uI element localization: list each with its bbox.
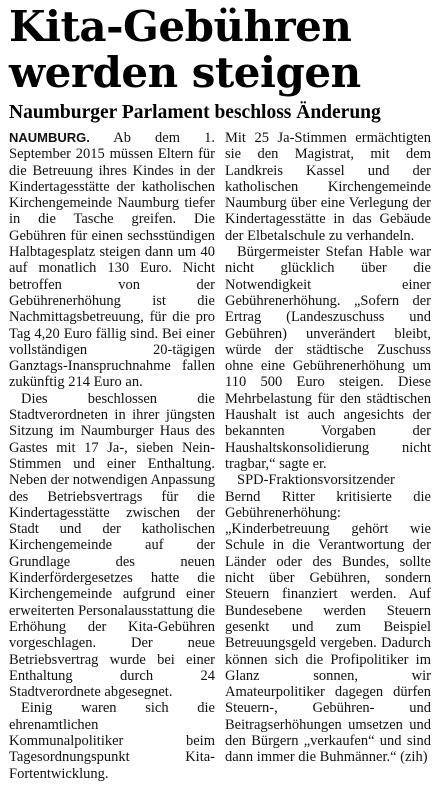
paragraph-5: Bürgermeister Stefan Hable war nicht glücklich über die Notwendigkeit einer Gebührenerhöhung. „Sofern der Ertrag (Landeszuschuss und Gebühren) unverändert bleibt, würde der städtische Zuschuss ohne eine Gebührenerhöhung um 110 500 Euro steigen. Diese Mehrbelastung für den städtischen Haushalt ist auch angesichts der bekannten Vorgaben der Haushaltskonsolidierung nicht tragbar,“ sagte er. [225,244,431,472]
headline [9,4,431,96]
dateline: NAUMBURG. [9,130,90,145]
headline-line-2: werden steigen [9,48,361,97]
headline-line-1: Kita-Gebühren [9,2,352,51]
subheadline: Naumburger Parlament beschloss Änderung [9,102,381,123]
paragraph-1 [9,130,215,391]
paragraph-6: SPD-Fraktionsvorsitzender Bernd Ritter kritisierte die Gebührenerhöhung: „Kinderbetreuung gehört wie Schule in die Verantwortung der Länder oder des Bundes, sollte nicht über Gebühren, sondern Steuern finanziert werden. Auf Bundesebene werden Steuern gesenkt und zum Beispiel Betreuungsgeld vergeben. Dadurch können sich die Profipolitiker im Glanz sonnen, wir Amateurpolitiker dagegen dürfen Steuern-, Gebühren- und Beitragserhöhungen umsetzen und den Bürgern „verkaufen“ und sind dann immer die Buhmänner.“ (zih) [225,472,431,766]
paragraph-1-text: Ab dem 1. September 2015 müssen Eltern für die Betreuung ihres Kindes in der Kindertagesstätte der katholischen Kirchengemeinde Naumburg tiefer in die Tasche greifen. Die Gebühren für einen sechsstündigen Halbtagesplatz steigen dann um 40 auf monatlich 130 Euro. Nicht betroffen von der Gebührenerhöhung ist die Nachmittagsbetreuung, für die pro Tag 4,20 Euro fällig sind. Bei einer vollständigen 20-tägigen Ganztags-Inanspruchnahme fallen zukünftig 214 Euro an. [9,130,216,391]
paragraph-2: Dies beschlossen die Stadtverordneten in ihrer jüngsten Sitzung im Naumburger Haus des Gastes mit 17 Ja-, sieben Nein-Stimmen und einer Enthaltung. Neben der notwendigen Anpassung des Betriebsvertrags für die Kindertagesstätte zwischen der Stadt und der katholischen Kirchengemeinde auf der Grundlage des neuen Kinderfördergesetzes hatte die Kirchengemeinde aufgrund einer erweiterten Personalausstattung die Erhöhung der Kita-Gebühren vorgeschlagen. Der neue Betriebsvertrag wurde bei einer Enthaltung durch 24 Stadtverordnete abgesegnet. [9,390,215,701]
paragraph-3: Einig waren sich die ehrenamtlichen Kommunalpolitiker beim Tagesordnungspunkt Kita-Fortentwicklung. [9,700,215,782]
article-body [9,130,431,782]
column-right [225,130,431,782]
column-left [9,130,215,782]
paragraph-4: Mit 25 Ja-Stimmen ermächtigten sie den Magistrat, mit dem Landkreis Kassel und der katholischen Kirchengemeinde Naumburg über eine Verlegung der Kindertagesstätte in das Gebäude der Elbetalschule zu verhandeln. [225,130,431,244]
